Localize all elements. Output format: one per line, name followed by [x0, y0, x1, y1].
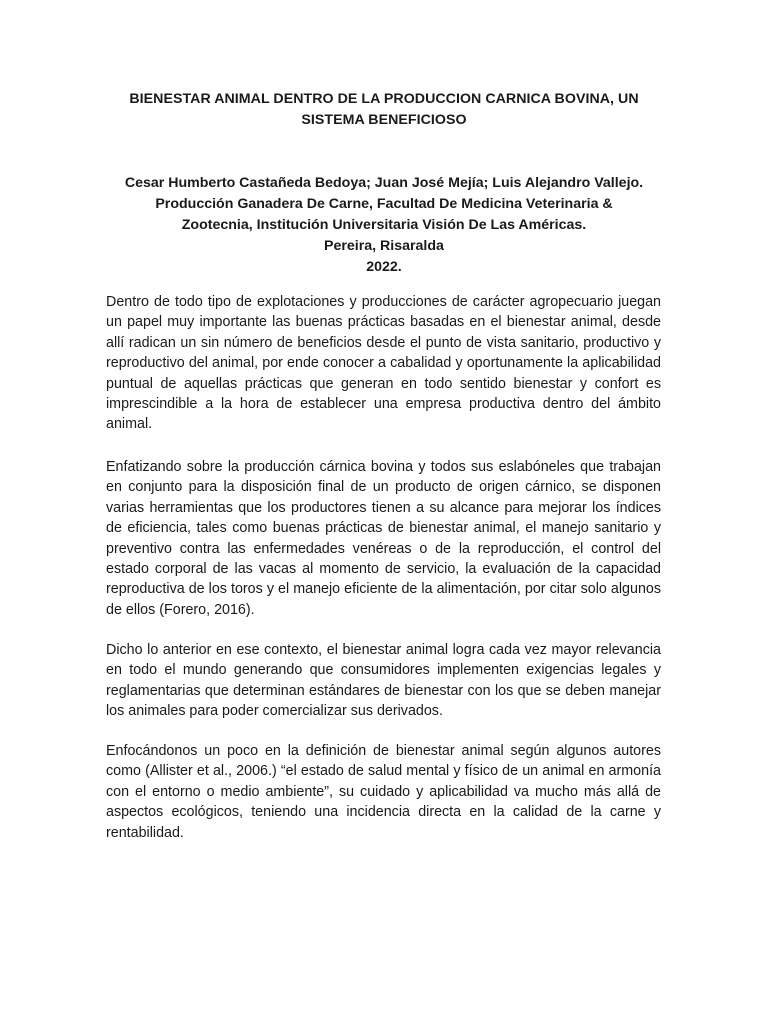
year: 2022.	[366, 259, 402, 275]
body-paragraph: Dentro de todo tipo de explotaciones y producciones de carácter agropecuario juegan un papel muy importante las buenas prácticas basadas en el bienestar animal, desde allí radican un sin número de beneficios desde el punto de vista sanitario, productivo y reproductivo del animal, por ende conocer a cabalidad y oportunamente la aplicabilidad puntual de aquellas prácticas que generan en todo sentido bienestar y confort es imprescindible a la hora de establecer una empresa productiva dentro del ámbito animal.	[106, 294, 661, 433]
author-names: Cesar Humberto Castañeda Bedoya; Juan José Mejía; Luis Alejandro Vallejo.	[124, 175, 644, 191]
affiliation-line-1: Producción Ganadera De Carne, Facultad De Medicina Veterinaria &	[155, 196, 613, 212]
body-paragraph: Enfatizando sobre la producción cárnica bovina y todos sus eslabóneles que trabajan en conjunto para la disposición final de un producto de origen cárnico, se disponen varias herramientas que los productores tienen a su alcance para mejorar los índices de eficiencia, tales como buenas prácticas de bienestar animal, el manejo sanitario y preventivo contra las enfermedades venéreas o de la reproducción, el control del estado corporal de las vacas al momento de servicio, la evaluación de la capacidad reproductiva de los toros y el manejo eficiente de la alimentación, por citar solo algunos de ellos (Forero, 2016).	[106, 459, 661, 618]
document-title	[96, 89, 672, 131]
location: Pereira, Risaralda	[324, 238, 444, 254]
body-paragraph: Dicho lo anterior en ese contexto, el bienestar animal logra cada vez mayor relevancia en todo el mundo generando que consumidores implementen exigencias legales y reglamentarias que determinan estándares de bienestar con los que se deben manejar los animales para poder comercializar sus derivados.	[106, 642, 661, 720]
title-line-2: SISTEMA BENEFICIOSO	[301, 112, 467, 128]
title-line-1: BIENESTAR ANIMAL DENTRO DE LA PRODUCCION CARNICA BOVINA, UN	[129, 91, 639, 107]
body-paragraph: Enfocándonos un poco en la definición de bienestar animal según algunos autores como (Allister et al., 2006.) “el estado de salud mental y físico de un animal en armonía con el entorno o medio ambiente”, su cuidado y aplicabilidad va mucho más allá de aspectos ecológicos, teniendo una incidencia directa en la calidad de la carne y rentabilidad.	[106, 743, 661, 841]
affiliation-line-2: Zootecnia, Institución Universitaria Visión De Las Américas.	[181, 217, 587, 233]
byline	[96, 173, 672, 278]
